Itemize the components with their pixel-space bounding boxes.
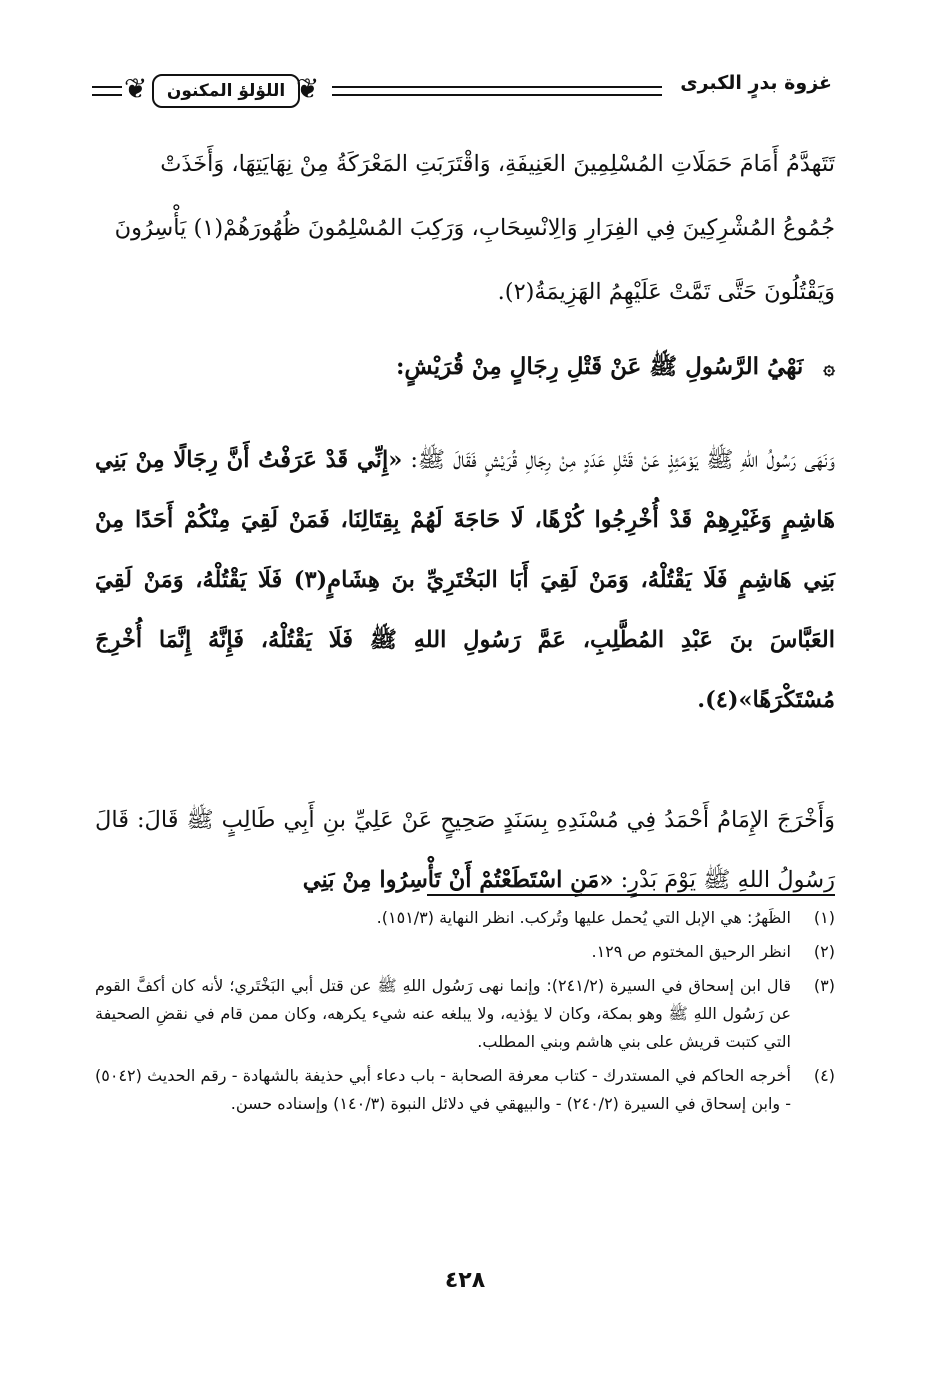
ornament-left-icon: ❦ bbox=[124, 72, 148, 105]
footnote bbox=[95, 1062, 835, 1118]
paragraph-1-line-3: وَيَقْتُلُونَ حَتَّى تَمَّتْ عَلَيْهِمُ الهَزِيمَةُ(٢). bbox=[497, 279, 835, 305]
page-number: ٤٢٨ bbox=[444, 1268, 486, 1293]
footnote bbox=[95, 972, 835, 1056]
footnote-number: (٢) bbox=[813, 942, 835, 961]
footnote-text: الظَهرُ: هي الإبل التي يُحمل عليها وتُركب. انظر النهاية (١٥١/٣). bbox=[376, 908, 791, 927]
footnote-text: أخرجه الحاكم في المستدرك - كتاب معرفة الصحابة - باب دعاء أبي حذيفة بالشهادة - رقم الحديث (٥٠٤٢) - وابن إسحاق في السيرة (٢٤٠/٢) - والبيهقي في دلائل النبوة (١٤٠/٣) وإسناده حسن. bbox=[95, 1066, 791, 1113]
section-bullet-icon: ۞ bbox=[823, 355, 835, 379]
ornament-right-icon: ❦ bbox=[296, 72, 320, 105]
header-rule-left bbox=[92, 86, 122, 96]
paragraph-1-line-1: تَتَهدَّمُ أَمَامَ حَمَلَاتِ المُسْلِمِينَ العَنِيفَةِ، وَاقْتَرَبَتِ المَعْرَكَةُ مِنْ نِهَايَتِهَا، وَأَخَذَتْ bbox=[160, 151, 835, 177]
hadith-quote-2: «مَنِ اسْتَطَعْتُمْ أَنْ تَأْسِرُوا مِنْ بَنِي bbox=[302, 867, 614, 893]
hadith-quote-1: «إِنِّي قَدْ عَرَفْتُ أَنَّ رِجَالًا مِنْ بَنِي هَاشِمٍ وَغَيْرِهِمْ قَدْ أُخْرِجُوا كُرْهًا، لَا حَاجَةَ لَهُمْ بِقِتَالِنَا، فَمَنْ لَقِيَ مِنْكُمْ أَحَدًا مِنْ بَنِي هَاشِمٍ فَلَا يَقْتُلْهُ، وَمَنْ لَقِيَ أَبَا البَخْتَرِيِّ بنَ هِشَامٍ(٣) فَلَا يَقْتُلْهُ، وَمَنْ لَقِيَ العَبَّاسَ بنَ عَبْدِ المُطَّلِبِ، عَمَّ رَسُولِ اللهِ ﷺ فَلَا يَقْتُلْهُ، فَإِنَّهُ إِنَّمَا أُخْرِجَ مُسْتَكْرَهًا»(٤). bbox=[95, 447, 835, 713]
book-title: اللؤلؤ المكنون bbox=[166, 81, 286, 101]
footnote-separator bbox=[427, 894, 835, 896]
paragraph-2 bbox=[95, 430, 835, 730]
running-header bbox=[92, 62, 832, 118]
footnote-number: (٤) bbox=[813, 1066, 835, 1085]
book-title-badge bbox=[124, 62, 324, 116]
footnote bbox=[95, 938, 835, 966]
section-heading-text: نَهْيُ الرَّسُولِ ﷺ عَنْ قَتْلِ رِجَالٍ مِنْ قُرَيْشٍ: bbox=[395, 353, 804, 380]
paragraph-3 bbox=[95, 790, 835, 910]
footnote-number: (١) bbox=[813, 908, 835, 927]
footnote-number: (٣) bbox=[813, 976, 835, 995]
chapter-title: غزوة بدرٍ الكبرى bbox=[680, 72, 832, 94]
footnote bbox=[95, 904, 835, 932]
footnote-text: انظر الرحيق المختوم ص ١٢٩. bbox=[591, 942, 791, 961]
footnote-text: قال ابن إسحاق في السيرة (٢٤١/٢): وإنما نهى رَسُول اللهِ ﷺ عن قتل أبي البَخْتَري؛ لأنه كان أكفَّ القوم عن رَسُول اللهِ ﷺ وهو بمكة، وكان لا يؤذيه، ولا يبلغه عنه شيء يكرهه، وكان ممن قام في نقضِ الصحيفة التي كتبت قريش على بني هاشم وبني المطلب. bbox=[95, 976, 791, 1051]
header-rule-right bbox=[332, 86, 662, 96]
footnotes bbox=[95, 904, 835, 1124]
book-title-frame bbox=[152, 74, 300, 108]
paragraph-3-intro: وَأَخْرَجَ الإِمَامُ أَحْمَدُ فِي مُسْنَدِهِ بِسَنَدٍ صَحِيحٍ عَنْ عَلِيِّ بنِ أَبِي طَالِبٍ ﷺ قَالَ: قَالَ رَسُولُ اللهِ ﷺ يَوْمَ بَدْرٍ: bbox=[95, 807, 835, 893]
paragraph-1-line-2: جُمُوعُ المُشْرِكِينَ فِي الفِرَارِ وَالِانْسِحَابِ، وَرَكِبَ المُسْلِمُونَ ظُهُورَهُمْ(١) يَأْسِرُونَ bbox=[114, 215, 835, 241]
paragraph-2-intro: وَنَهَى رَسُولُ اللهِ ﷺ يَوْمَئِذٍ عَنْ قَتْلِ عَدَدٍ مِنْ رِجَالِ قُرَيْشٍ فَقَالَ ﷺ: bbox=[410, 447, 835, 473]
section-heading bbox=[95, 352, 835, 386]
paragraph-1 bbox=[95, 132, 835, 324]
